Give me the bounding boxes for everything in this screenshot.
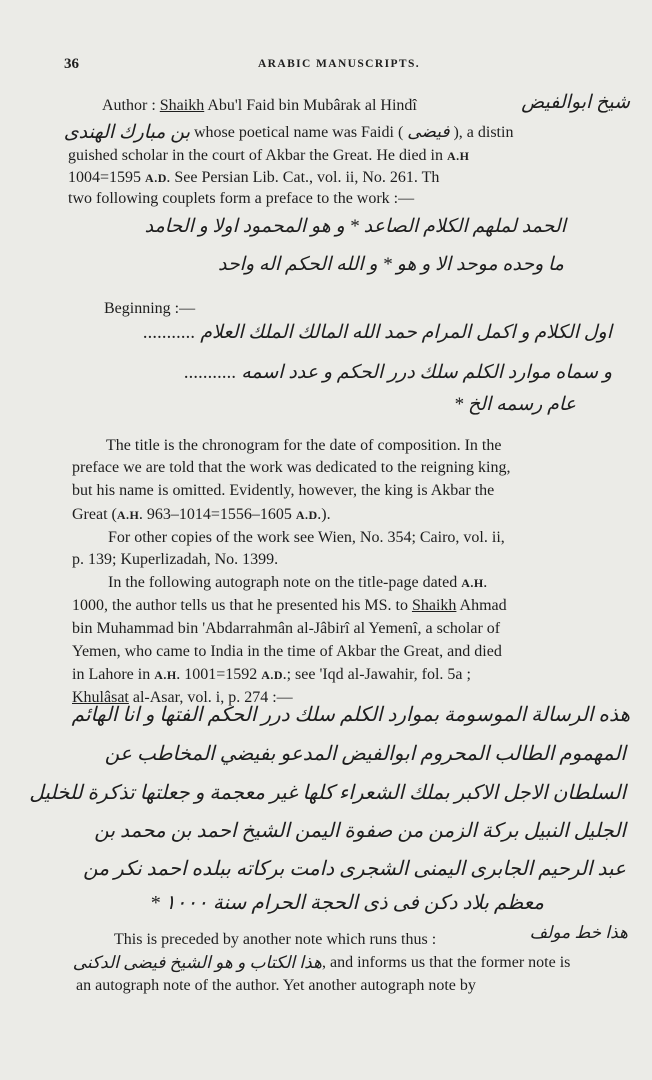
running-title: ARABIC MANUSCRIPTS. <box>257 58 421 70</box>
author-arabic-name-cont: بن مبارك الهندى <box>63 122 190 143</box>
page-header <box>64 56 614 76</box>
faidi-arabic: فيضى <box>407 122 450 141</box>
author-line-3: guished scholar in the court of Akbar the Great. He died in A.H <box>68 147 470 164</box>
autograph-line-3: السلطان الاجل الاكبر بملك الشعراء كلها غير معجمة و جعلتها تذكرة للخليل <box>29 782 626 804</box>
author-line-2: whose poetical name was Faidi ( فيضى ), a distin <box>194 122 514 141</box>
author-arabic-name: شيخ ابوالفيض <box>521 92 630 113</box>
closing-arabic-2: هذا الكتاب و هو الشيخ فيضى الدكنى <box>72 953 322 972</box>
beginning-label: Beginning :— <box>104 300 196 317</box>
para-3-line-1: In the following autograph note on the title-page dated A.H. <box>108 574 488 591</box>
page-number: 36 <box>64 56 79 72</box>
closing-line-1: This is preceded by another note which runs thus : <box>114 931 437 948</box>
para-3-line-4: Yemen, who came to India in the time of Akbar the Great, and died <box>72 643 502 660</box>
para-3-line-6: Khulâsat al-Asar, vol. i, p. 274 :— <box>72 689 293 706</box>
couplet-2: ما وحده موحد الا و هو * و الله الحكم اله واحد <box>217 254 564 275</box>
autograph-line-5: عبد الرحيم الجابرى اليمنى الشجرى دامت بركاته ببلده احمد نكر من <box>83 858 626 880</box>
beginning-line-1: اول الكلام و اكمل المرام حمد الله المالك الملك العلام ........... <box>143 322 612 343</box>
closing-arabic-1: هذا خط مولف <box>529 923 628 942</box>
para-1-line-3: but his name is omitted. Evidently, however, the king is Akbar the <box>72 482 495 499</box>
para-2-line-2: p. 139; Kuperlizadah, No. 1399. <box>72 551 279 568</box>
para-3-line-5: in Lahore in A.H. 1001=1592 A.D.; see 'Iqd al-Jawahir, fol. 5a ; <box>72 666 471 683</box>
para-3-line-2: 1000, the author tells us that he presented his MS. to Shaikh Ahmad <box>72 597 507 614</box>
autograph-line-2: المهموم الطالب المحروم ابوالفيض المدعو بفيضي المخاطب عن <box>104 743 626 765</box>
author-line-5: two following couplets form a preface to the work :— <box>68 190 415 207</box>
para-1-line-2: preface we are told that the work was dedicated to the reigning king, <box>72 459 511 476</box>
para-1-line-1: The title is the chronogram for the date of composition. In the <box>106 437 502 454</box>
para-3-line-3: bin Muhammad bin 'Abdarrahmân al-Jâbirî al Yemenî, a scholar of <box>72 620 501 637</box>
beginning-line-3: عام رسمه الخ * <box>453 394 576 415</box>
beginning-line-2: و سماه موارد الكلم سلك درر الحكم و عدد اسمه ........... <box>184 362 612 383</box>
para-2-line-1: For other copies of the work see Wien, No. 354; Cairo, vol. ii, <box>108 529 505 546</box>
closing-line-3: an autograph note of the author. Yet another autograph note by <box>76 977 476 994</box>
closing-line-2: , and informs us that the former note is <box>322 954 571 971</box>
author-line-4: 1004=1595 A.D. See Persian Lib. Cat., vol. ii, No. 261. Th <box>68 169 440 186</box>
autograph-line-6: معظم بلاد دكن فى ذى الحجة الحرام سنة ١٠٠٠ * <box>149 892 544 914</box>
autograph-line-4: الجليل النبيل بركة الزمن من صفوة اليمن الشيخ احمد بن محمد بن <box>94 820 626 842</box>
author-line-1: Author : Shaikh Abu'l Faid bin Mubârak al Hindî <box>102 97 417 114</box>
couplet-1: الحمد لملهم الكلام الصاعد * و هو المحمود اولا و الحامد <box>144 216 566 237</box>
autograph-line-1: هذه الرسالة الموسومة بموارد الكلم سلك درر الحكم الفتها و انا الهائم <box>71 704 630 726</box>
para-1-line-4: Great (A.H. 963–1014=1556–1605 A.D.). <box>72 506 331 523</box>
